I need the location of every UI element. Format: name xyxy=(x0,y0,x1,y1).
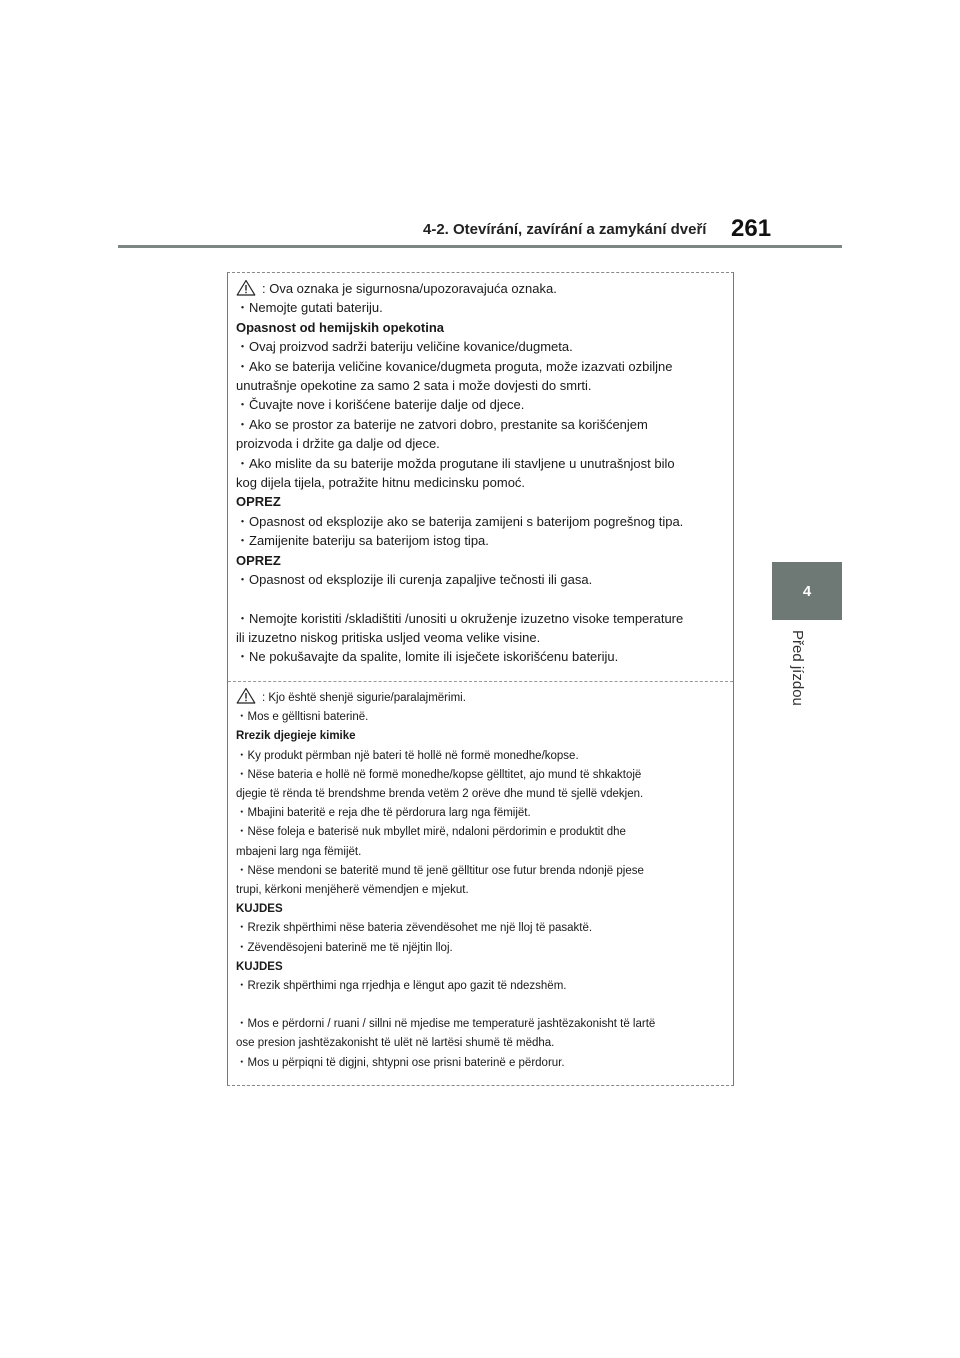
text-line: ・Ako mislite da su baterije možda progutane ili stavljene u unutrašnjost bilo xyxy=(236,455,675,471)
text-line: proizvoda i držite ga dalje od djece. xyxy=(236,436,440,452)
warning-heading-text: : Kjo është shenjë sigurie/paralajmërimi. xyxy=(262,692,466,704)
subheading: Rrezik djegieje kimike xyxy=(236,730,356,743)
page-number: 261 xyxy=(731,215,772,242)
text-line: ・Ako se prostor za baterije ne zatvori dobro, prestanite sa korišćenjem xyxy=(236,416,648,432)
text-line: ・Opasnost od eksplozije ako se baterija zamijeni s baterijom pogrešnog tipa. xyxy=(236,513,684,529)
warning-heading-line xyxy=(236,682,725,708)
subheading: OPREZ xyxy=(236,494,281,510)
warning-triangle-icon xyxy=(236,279,256,296)
text-line: ・Čuvajte nove i korišćene baterije dalje od djece. xyxy=(236,397,525,413)
warning-section-bosnian xyxy=(228,279,733,667)
warning-triangle-icon xyxy=(236,687,256,704)
subheading: KUJDES xyxy=(236,903,283,916)
warning-box xyxy=(227,272,734,1086)
text-line: ・Nëse foleja e baterisë nuk mbyllet mirë, ndaloni përdorimin e produktit dhe xyxy=(236,826,626,839)
warning-heading-line xyxy=(236,279,725,298)
warning-section-albanian xyxy=(228,682,733,1073)
header-rule xyxy=(118,245,842,248)
chapter-title: Před jízdou xyxy=(789,630,806,706)
text-line: ・Mbajini bateritë e reja dhe të përdorura larg nga fëmijët. xyxy=(236,807,531,820)
blank-line xyxy=(236,996,725,1015)
blank-line xyxy=(236,590,725,609)
text-line: ・Ovaj proizvod sadrži bateriju veličine kovanice/dugmeta. xyxy=(236,339,573,355)
text-line: trupi, kërkoni menjëherë vëmendjen e mjekut. xyxy=(236,884,469,897)
text-line: ・Opasnost od eksplozije ili curenja zapaljive tečnosti ili gasa. xyxy=(236,572,593,588)
warning-heading-text: : Ova oznaka je sigurnosna/upozoravajuća oznaka. xyxy=(262,281,557,296)
text-line: ・Mos u përpiqni të digjni, shtypni ose prisni baterinë e përdorur. xyxy=(236,1056,565,1069)
text-line: ・Ne pokušavajte da spalite, lomite ili isječete iskorišćenu bateriju. xyxy=(236,649,619,665)
chapter-number: 4 xyxy=(802,582,812,600)
subheading: KUJDES xyxy=(236,960,283,973)
text-line: ・Nemojte gutati bateriju. xyxy=(236,300,383,316)
section-title: 4-2. Otevírání, zavírání a zamykání dveří xyxy=(423,221,707,238)
text-line: kog dijela tijela, potražite hitnu medicinsku pomoć. xyxy=(236,475,526,491)
text-line: ・Zamijenite bateriju sa baterijom istog tipa. xyxy=(236,533,489,549)
text-line: ose presion jashtëzakonisht të ulët në lartësi shumë të mëdha. xyxy=(236,1037,555,1050)
chapter-tab xyxy=(772,562,842,620)
text-line: ・Rrezik shpërthimi nëse bateria zëvendësohet me një lloj të pasaktë. xyxy=(236,922,593,935)
text-line: mbajeni larg nga fëmijët. xyxy=(236,845,362,858)
text-line: ・Mos e gëlltisni baterinë. xyxy=(236,711,369,724)
text-line: ・Rrezik shpërthimi nga rrjedhja e lëngut apo gazit të ndezshëm. xyxy=(236,980,567,993)
text-line: ・Ky produkt përmban një bateri të hollë në formë monedhe/kopse. xyxy=(236,749,579,762)
text-line: ・Nëse mendoni se bateritë mund të jenë gëlltitur ose futur brenda ndonjë pjese xyxy=(236,864,644,877)
text-line: ・Nëse bateria e hollë në formë monedhe/kopse gëlltitet, ajo mund të shkaktojë xyxy=(236,768,642,781)
subheading: OPREZ xyxy=(236,552,281,568)
text-line: ili izuzetno niskog pritiska usljed veoma velike visine. xyxy=(236,629,541,645)
text-line: ・Ako se baterija veličine kovanice/dugmeta proguta, može izazvati ozbiljne xyxy=(236,358,673,374)
subheading: Opasnost od hemijskih opekotina xyxy=(236,319,445,335)
text-line: ・Zëvendësojeni baterinë me të njëjtin lloj. xyxy=(236,941,453,954)
text-line: ・Nemojte koristiti /skladištiti /unositi u okruženje izuzetno visoke temperature xyxy=(236,610,684,626)
text-line: djegie të rënda të brendshme brenda vetëm 2 orëve dhe mund të sjellë vdekjen. xyxy=(236,788,644,801)
text-line: ・Mos e përdorni / ruani / sillni në mjedise me temperaturë jashtëzakonisht të lartë xyxy=(236,1018,656,1031)
text-line: unutrašnje opekotine za samo 2 sata i može dovjesti do smrti. xyxy=(236,378,592,394)
